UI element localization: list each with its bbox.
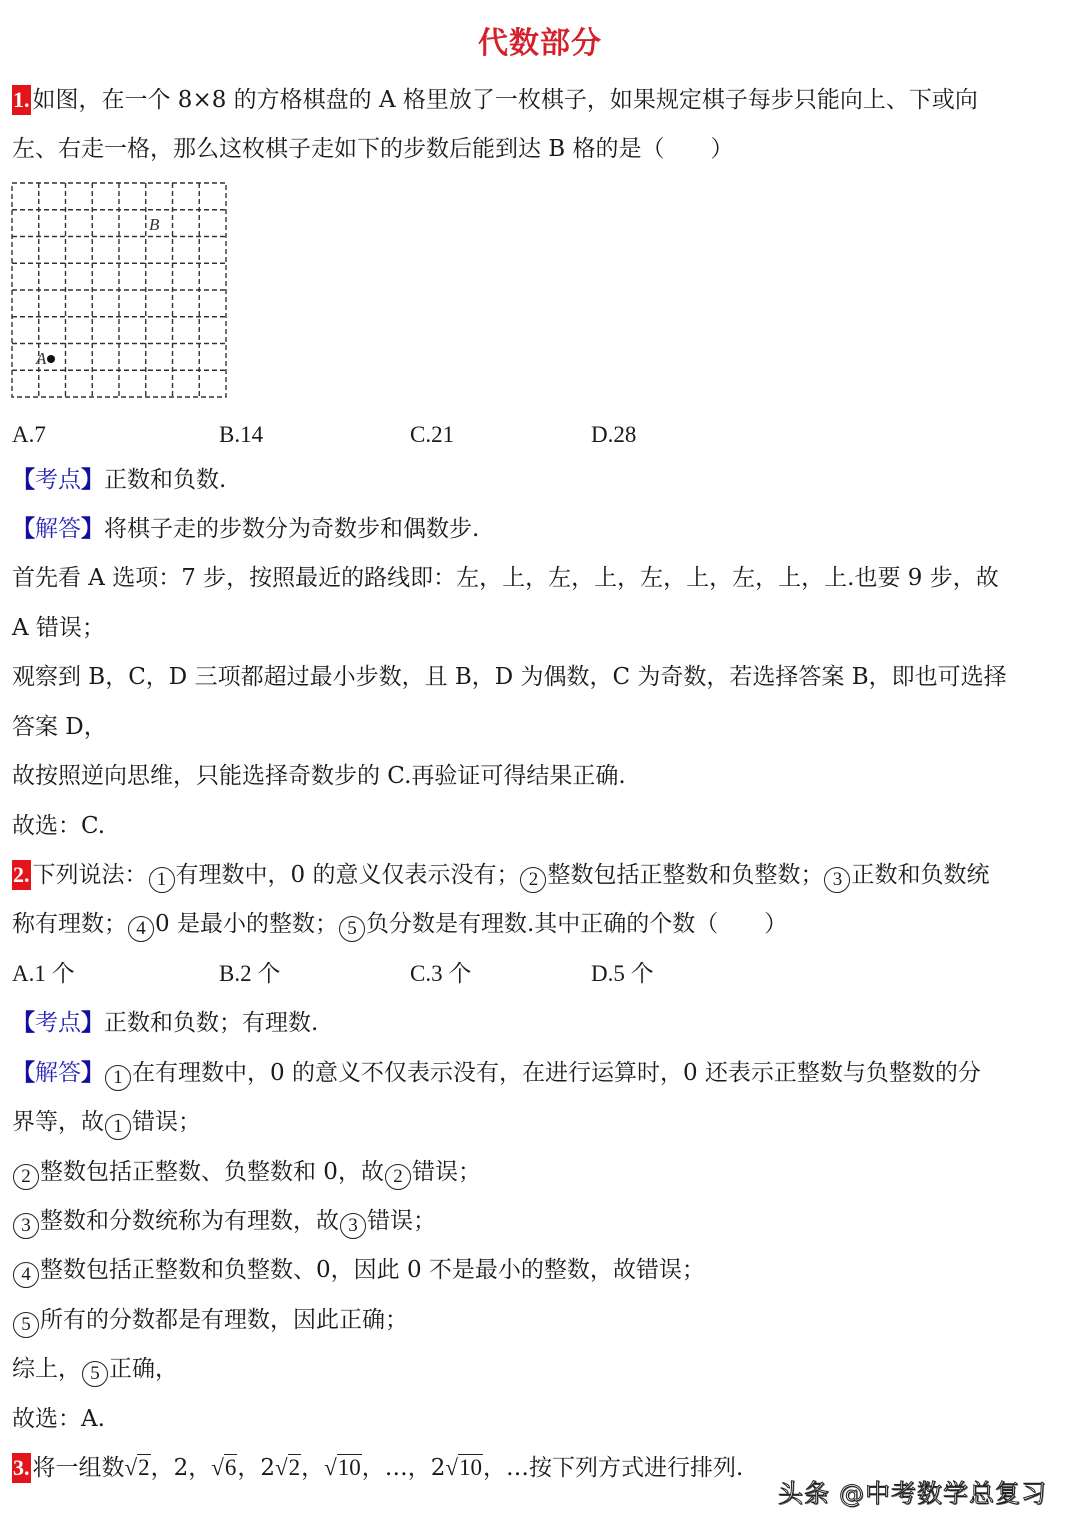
question-number-badge: 3.	[12, 1453, 31, 1483]
q1-option-a: A.7	[12, 422, 46, 447]
q1-option-b: B.14	[219, 422, 264, 447]
kaodian-label: 考点	[35, 467, 81, 493]
q2-explain-line: 3 整数和分数统称为有理数，故 3 错误；	[12, 1205, 436, 1239]
q2-option-d: D.5 个	[591, 961, 654, 986]
sqrt-expression: √6	[211, 1455, 237, 1480]
chessboard-figure	[11, 182, 227, 398]
q2-option-a: A.1 个	[12, 961, 75, 986]
kaodian-label: 考点	[35, 1010, 81, 1036]
q1-explain-line: 观察到 B，C，D 三项都超过最小步数，且 B，D 为偶数，C 为奇数，若选择答案 B，即也可选择	[12, 664, 1007, 690]
sqrt-expression: √10	[324, 1455, 361, 1480]
q2-answer: 故选：A.	[12, 1406, 105, 1432]
q2-jieda: 【解答】 1 在有理数中，0 的意义不仅表示没有，在进行运算时，0 还表示正整数与负整数的分	[12, 1057, 981, 1091]
q2-explain-line: 5 所有的分数都是有理数，因此正确；	[12, 1304, 408, 1338]
chess-piece-icon	[47, 355, 55, 363]
q1-kaodian: 【考点】正数和负数.	[12, 466, 227, 493]
q2-explain-line: 4 整数包括正整数和负整数、0，因此 0 不是最小的整数，故错误；	[12, 1254, 705, 1288]
sqrt-expression: √2	[124, 1455, 150, 1480]
page-title: 代数部分	[478, 26, 602, 61]
q1-option-c: C.21	[410, 422, 455, 447]
q3-stem: 3. 将一组数√2，2，√6，2√2，√10，…，2√10，…按下列方式进行排列.	[12, 1452, 743, 1484]
q2-option-b: B.2 个	[219, 961, 281, 986]
q1-explain-line: 答案 D，	[12, 714, 107, 740]
jieda-label: 解答	[35, 516, 81, 542]
question-number-badge: 2.	[12, 860, 31, 890]
q1-stem-line2: 左、右走一格，那么这枚棋子走如下的步数后能到达 B 格的是（ ）	[12, 136, 734, 162]
q2-summary: 综上， 5 正确，	[12, 1353, 178, 1387]
sqrt-expression: √10	[445, 1455, 483, 1480]
jieda-label: 解答	[35, 1060, 81, 1086]
q1-explain-line: A 错误；	[12, 615, 105, 641]
q1-jieda: 【解答】将棋子走的步数分为奇数步和偶数步.	[12, 515, 480, 542]
q1-explain-line: 首先看 A 选项：7 步，按照最近的路线即：左，上，左，上，左，上，左，上，上.也要 9 步，故	[12, 565, 999, 591]
q2-stem-line1: 2. 下列说法： 1 有理数中，0 的意义仅表示没有； 2 整数包括正整数和负整数； 3 正数和负数统	[12, 859, 989, 893]
q1-stem-line1: 1. 如图，在一个 8×8 的方格棋盘的 A 格里放了一枚棋子，如果规定棋子每步只能向上、下或向	[13, 87, 978, 113]
watermark: 头条 @中考数学总复习	[778, 1479, 1047, 1508]
q2-explain-line: 界等，故 1 错误；	[12, 1106, 201, 1140]
q2-option-c: C.3 个	[410, 961, 472, 986]
q2-stem-line2: 称有理数； 4 0 是最小的整数； 5 负分数是有理数.其中正确的个数（ ）	[12, 908, 787, 942]
label-a: A	[36, 349, 47, 368]
q1-explain-line: 故按照逆向思维，只能选择奇数步的 C.再验证可得结果正确.	[12, 763, 626, 789]
label-b: B	[149, 215, 160, 234]
q1-answer: 故选：C.	[12, 813, 106, 839]
q1-option-d: D.28	[591, 422, 637, 447]
q2-kaodian: 【考点】正数和负数；有理数.	[12, 1009, 319, 1036]
q2-explain-line: 2 整数包括正整数、负整数和 0，故 2 错误；	[12, 1156, 481, 1190]
question-number-badge: 1.	[12, 85, 31, 115]
sqrt-expression: √2	[275, 1455, 301, 1480]
